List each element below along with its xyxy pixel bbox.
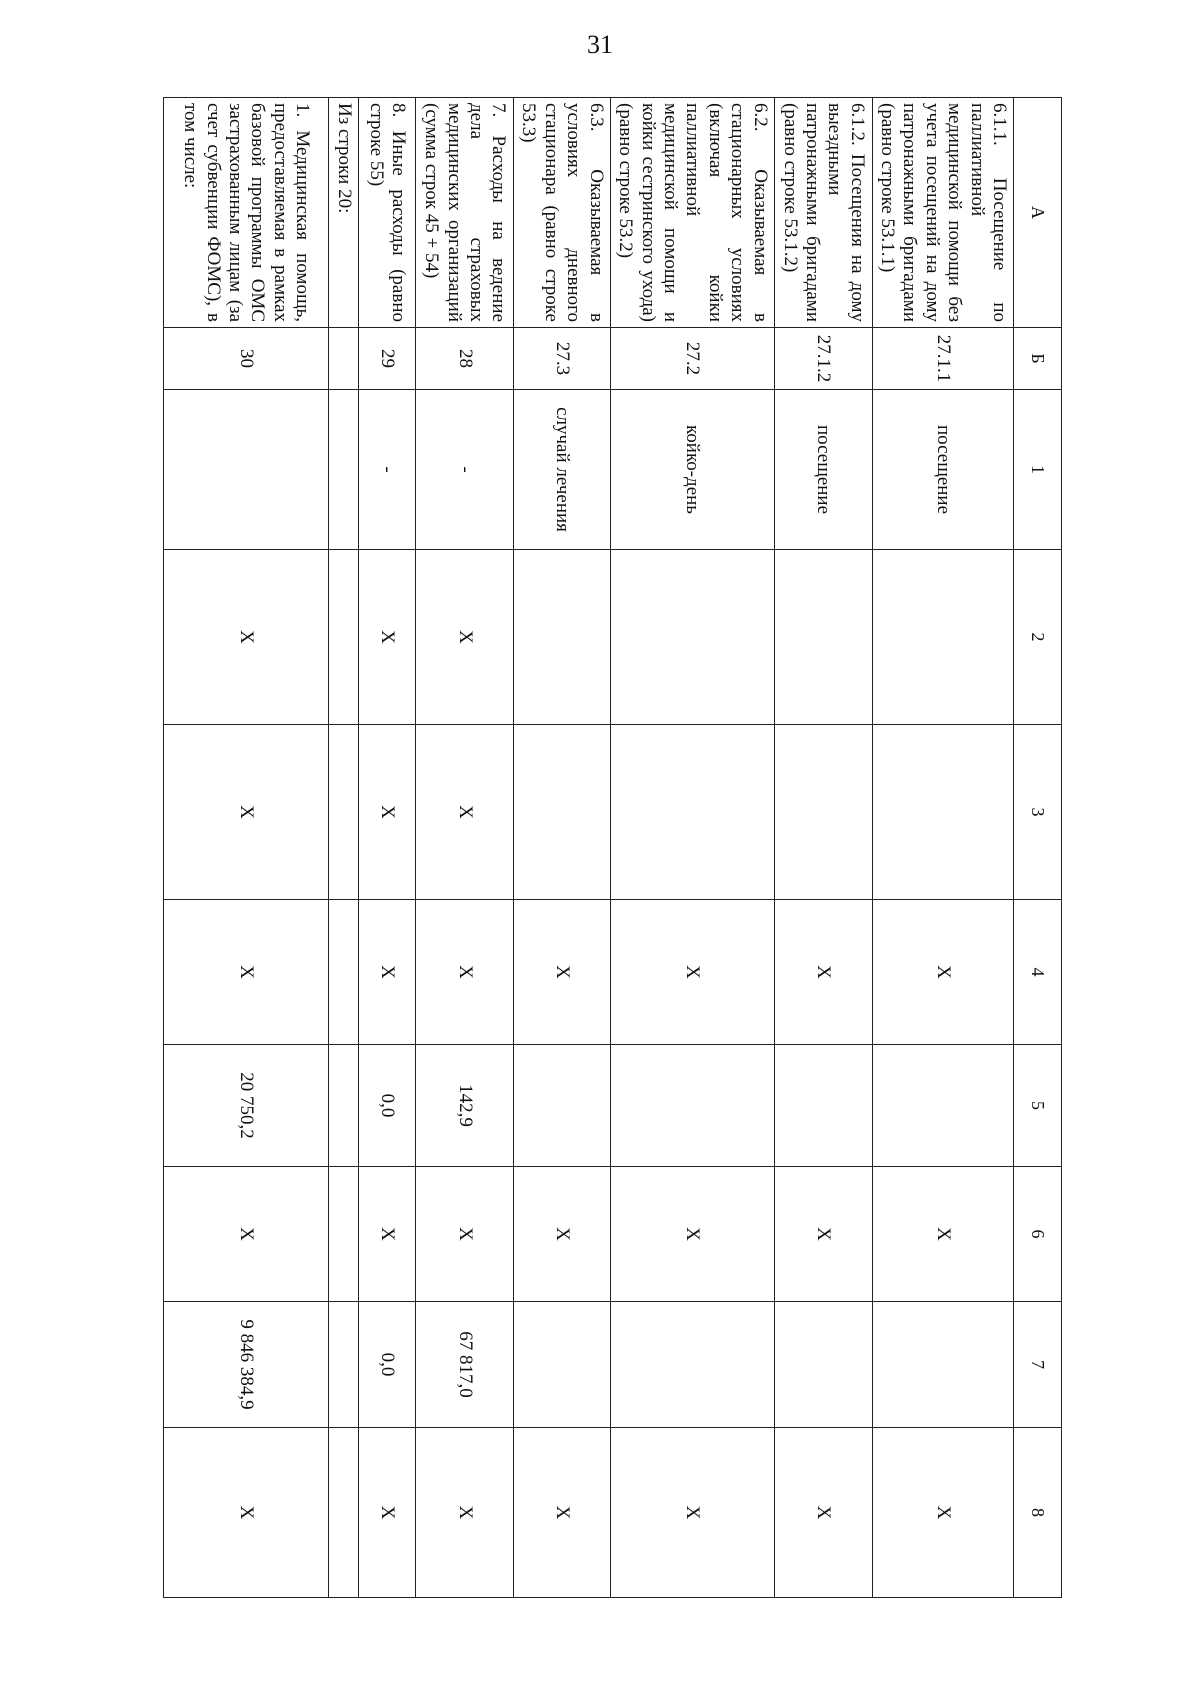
header-cell: 6 <box>1014 1167 1062 1302</box>
header-cell: 2 <box>1014 550 1062 725</box>
value-cell: Х <box>416 550 514 725</box>
row-label-cell: 6.2. Оказываемая в стационарных условиях (включая койки паллиативной медицинской помощи и койки сестринского ухода) (равно строке 53.2) <box>610 98 774 328</box>
value-cell: Х <box>774 1167 872 1302</box>
value-cell: Х <box>610 900 774 1045</box>
table-row <box>514 98 611 1598</box>
unit-cell <box>329 390 359 550</box>
line-code-cell: 29 <box>359 328 416 390</box>
value-cell <box>610 550 774 725</box>
value-cell <box>514 1302 611 1428</box>
unit-cell: койко-день <box>610 390 774 550</box>
unit-cell <box>164 390 329 550</box>
table-row <box>774 98 872 1598</box>
value-cell: Х <box>514 1167 611 1302</box>
unit-cell: посещение <box>774 390 872 550</box>
value-cell: Х <box>872 900 1013 1045</box>
table-row <box>329 98 359 1598</box>
rotated-table-wrapper <box>180 97 1062 1597</box>
row-label-cell: 1. Медицинская помощь, предоставляемая в рамках базовой программы ОМС застрахованным лицам (за счет субвенции ФОМС), в том числе: <box>164 98 329 328</box>
value-cell: Х <box>514 1428 611 1598</box>
value-cell: 20 750,2 <box>164 1045 329 1167</box>
value-cell <box>610 1302 774 1428</box>
value-cell <box>329 550 359 725</box>
value-cell <box>329 1428 359 1598</box>
row-label-cell: Из строки 20: <box>329 98 359 328</box>
value-cell: Х <box>359 900 416 1045</box>
value-cell: Х <box>872 1428 1013 1598</box>
value-cell: Х <box>416 1167 514 1302</box>
value-cell: 9 846 384,9 <box>164 1302 329 1428</box>
value-cell: Х <box>416 900 514 1045</box>
value-cell: Х <box>416 1428 514 1598</box>
page-number: 31 <box>587 30 613 59</box>
line-code-cell <box>329 328 359 390</box>
value-cell <box>514 725 611 900</box>
row-label-cell: 7. Расходы на ведение дела страховых медицинских организаций (сумма строк 45 + 54) <box>416 98 514 328</box>
value-cell: Х <box>774 900 872 1045</box>
value-cell: Х <box>610 1428 774 1598</box>
value-cell <box>514 550 611 725</box>
value-cell: 142,9 <box>416 1045 514 1167</box>
unit-cell: - <box>359 390 416 550</box>
line-code-cell: 27.3 <box>514 328 611 390</box>
value-cell: 67 817,0 <box>416 1302 514 1428</box>
value-cell <box>774 550 872 725</box>
header-cell: 1 <box>1014 390 1062 550</box>
table-row <box>416 98 514 1598</box>
value-cell: Х <box>164 1428 329 1598</box>
value-cell <box>329 1045 359 1167</box>
value-cell <box>329 900 359 1045</box>
value-cell: Х <box>774 1428 872 1598</box>
value-cell <box>872 1302 1013 1428</box>
value-cell: 0,0 <box>359 1045 416 1167</box>
value-cell: Х <box>416 725 514 900</box>
value-cell: Х <box>359 550 416 725</box>
table-row <box>164 98 329 1598</box>
row-label-cell: 6.1.1. Посещение по паллиативной медицинской помощи без учета посещений на дому патронажными бригадами (равно строке 53.1.1) <box>872 98 1013 328</box>
unit-cell: случай лечения <box>514 390 611 550</box>
value-cell <box>774 1045 872 1167</box>
value-cell: Х <box>164 550 329 725</box>
value-cell <box>514 1045 611 1167</box>
value-cell: Х <box>514 900 611 1045</box>
value-cell: Х <box>164 725 329 900</box>
header-cell: 4 <box>1014 900 1062 1045</box>
value-cell: Х <box>164 1167 329 1302</box>
value-cell: Х <box>359 725 416 900</box>
header-cell: 5 <box>1014 1045 1062 1167</box>
line-code-cell: 27.1.1 <box>872 328 1013 390</box>
value-cell <box>872 1045 1013 1167</box>
table-row <box>359 98 416 1598</box>
line-code-cell: 30 <box>164 328 329 390</box>
value-cell: Х <box>164 900 329 1045</box>
value-cell <box>329 725 359 900</box>
value-cell <box>610 1045 774 1167</box>
value-cell: Х <box>610 1167 774 1302</box>
line-code-cell: 28 <box>416 328 514 390</box>
value-cell <box>872 725 1013 900</box>
line-code-cell: 27.2 <box>610 328 774 390</box>
header-cell: 8 <box>1014 1428 1062 1598</box>
value-cell: Х <box>359 1167 416 1302</box>
table-row <box>610 98 774 1598</box>
line-code-cell: 27.1.2 <box>774 328 872 390</box>
header-cell: 7 <box>1014 1302 1062 1428</box>
value-cell <box>329 1302 359 1428</box>
value-cell: 0,0 <box>359 1302 416 1428</box>
data-table <box>163 97 1062 1598</box>
value-cell: Х <box>359 1428 416 1598</box>
value-cell <box>872 550 1013 725</box>
header-cell: Б <box>1014 328 1062 390</box>
table-row <box>872 98 1013 1598</box>
value-cell <box>774 725 872 900</box>
header-row <box>1014 98 1062 1598</box>
row-label-cell: 8. Иные расходы (равно строке 55) <box>359 98 416 328</box>
value-cell <box>610 725 774 900</box>
unit-cell: посещение <box>872 390 1013 550</box>
header-cell: А <box>1014 98 1062 328</box>
row-label-cell: 6.1.2. Посещения на дому выездными патронажными бригадами (равно строке 53.1.2) <box>774 98 872 328</box>
value-cell <box>329 1167 359 1302</box>
value-cell: Х <box>872 1167 1013 1302</box>
unit-cell: - <box>416 390 514 550</box>
row-label-cell: 6.3. Оказываемая в условиях дневного стационара (равно строке 53.3) <box>514 98 611 328</box>
value-cell <box>774 1302 872 1428</box>
header-cell: 3 <box>1014 725 1062 900</box>
